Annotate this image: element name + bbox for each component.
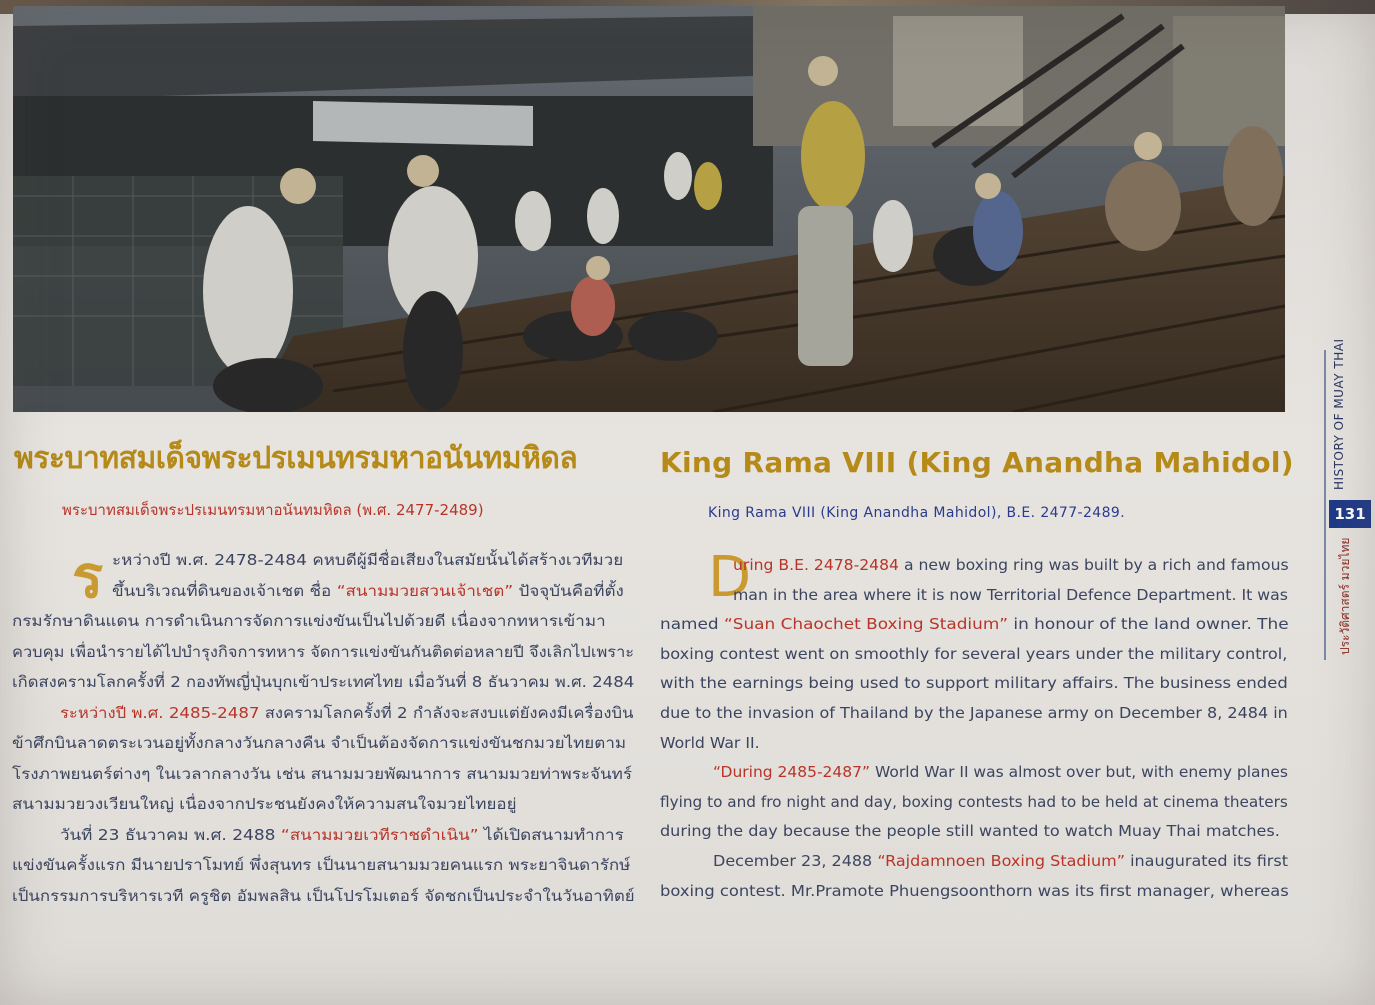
body-line [60, 701, 633, 725]
body-line [12, 640, 634, 664]
english-drop-cap: D [708, 545, 752, 610]
body-text-run: ข้าศึกบินลาดตระเวนอยู่ทั้งกลางวันกลางคืน จำเป็นต้องจัดการแข่งขันชกมวยไทยตาม [12, 734, 627, 752]
body-line [112, 548, 623, 572]
body-line [12, 731, 626, 755]
body-text-run: ควบคุม เพื่อนำรายได้ไปบำรุงกิจการทหาร จัดการแข่งขันกันติดต่อหลายปี จึงเลิกไปเพราะ [12, 642, 635, 661]
body-line [660, 704, 1288, 722]
thai-heading: พระบาทสมเด็จพระปรเมนทรมหาอนันทมหิดล [14, 441, 578, 476]
body-line [733, 586, 1288, 604]
body-line [660, 674, 1288, 692]
body-line [660, 615, 1289, 633]
running-title-text: HISTORY OF MUAY THAI [1332, 338, 1346, 490]
highlight-text: “สนามมวยเวทีราชดำเนิน” [280, 825, 479, 844]
body-line [12, 853, 630, 877]
body-text-run: วันที่ 23 ธันวาคม พ.ศ. 2488 [60, 825, 281, 844]
body-text-run: inaugurated its first [1124, 852, 1288, 870]
body-text-run: แข่งขันครั้งแรก มีนายปราโมทย์ พึ่งสุนทร เป็นนายสนามมวยคนแรก พระยาจินดารักษ์ [12, 856, 631, 874]
body-text-run: boxing contest. Mr.Pramote Phuengsoonthorn was its first manager, whereas [660, 881, 1289, 900]
body-text-run: with the earnings being used to support military affairs. The business ended [660, 674, 1288, 693]
body-text-run: during the day because the people still wanted to watch Muay Thai matches. [660, 822, 1280, 841]
body-line [12, 670, 634, 694]
body-text-run: boxing contest went on smoothly for several years under the military control, [660, 644, 1288, 663]
body-text-run: ะหว่างปี พ.ศ. 2478-2484 คหบดีผู้มีชื่อเสียงในสมัยนั้นได้สร้างเวทีมวย [112, 551, 624, 569]
thai-drop-cap: ร [72, 543, 104, 611]
stadium-photo [13, 6, 1285, 412]
body-line [112, 579, 624, 603]
body-text-run: กรมรักษาดินแดน การดำเนินการจัดการแข่งขันเป็นไปด้วยดี เนื่องจากทหารเข้ามา [12, 612, 606, 630]
body-line [660, 793, 1288, 811]
body-text-run: เกิดสงครามโลกครั้งที่ 2 กองทัพญี่ปุ่นบุกเข้าประเทศไทย เมื่อวันที่ 8 ธันวาคม พ.ศ. 2484 [12, 673, 635, 691]
body-line [660, 734, 760, 752]
body-text-run: World War II. [660, 733, 760, 752]
side-divider [1324, 350, 1326, 660]
body-line [713, 763, 1288, 781]
highlight-text: ระหว่างปี พ.ศ. 2485-2487 [60, 703, 260, 722]
body-line [660, 822, 1280, 840]
body-text-run: เป็นกรรมการบริหารเวที ครูชิต อัมพลสิน เป็นโปรโมเตอร์ จัดชกเป็นประจำในวันอาทิตย์ [12, 886, 635, 905]
highlight-text: “Suan Chaochet Boxing Stadium” [723, 615, 1009, 634]
highlight-text: uring B.E. 2478-2484 [733, 556, 899, 574]
highlight-text: “Rajdamnoen Boxing Stadium” [877, 852, 1125, 870]
english-heading: King Rama VIII (King Anandha Mahidol) [660, 446, 1294, 479]
body-line [660, 645, 1287, 663]
body-text-run: a new boxing ring was built by a rich and famous [898, 556, 1289, 574]
body-text-run: due to the invasion of Thailand by the Japanese army on December 8, 2484 in [660, 704, 1288, 722]
body-text-run: flying to and fro night and day, boxing contests had to be held at cinema theaters [660, 792, 1288, 811]
body-text-run: in honour of the land owner. The [1008, 615, 1289, 634]
highlight-text: “During 2485-2487” [713, 763, 871, 782]
body-text-run: ปัจจุบันคือที่ตั้ง [513, 581, 624, 600]
running-title-thai-text: ประวัติศาสตร์ มวยไทย [1338, 537, 1352, 655]
page-number: 131 [1329, 500, 1371, 528]
body-text-run: สงครามโลกครั้งที่ 2 กำลังจะสงบแต่ยังคงมีเครื่องบิน [259, 703, 634, 722]
highlight-text: “สนามมวยสวนเจ้าเชต” [336, 581, 514, 600]
body-line [733, 556, 1289, 574]
body-line [12, 762, 632, 786]
body-text-run: โรงภาพยนตร์ต่างๆ ในเวลากลางวัน เช่น สนามมวยพัฒนาการ สนามมวยท่าพระจันทร์ [12, 764, 632, 783]
body-text-run: World War II was almost over but, with enemy planes [870, 763, 1288, 782]
body-line [60, 823, 624, 847]
body-text-run: สนามมวยวงเวียนใหญ่ เนื่องจากประชนยังคงให้ความสนใจมวยไทยอยู่ [12, 795, 517, 813]
body-line [12, 792, 517, 816]
body-line [660, 882, 1289, 900]
thai-subheading: พระบาทสมเด็จพระปรเมนทรมหาอนันทมหิดล (พ.ศ. 2477-2489) [62, 501, 484, 519]
body-line [12, 609, 606, 633]
body-text-run: man in the area where it is now Territorial Defence Department. It was [733, 585, 1288, 604]
body-line [713, 852, 1288, 870]
body-text-run: ได้เปิดสนามทำการ [478, 825, 624, 844]
english-subheading: King Rama VIII (King Anandha Mahidol), B.E. 2477-2489. [708, 505, 1126, 521]
body-text-run: December 23, 2488 [713, 852, 878, 870]
body-line [12, 884, 635, 908]
body-text-run: ขึ้นบริเวณที่ดินของเจ้าเชต ชื่อ [112, 581, 337, 600]
body-text-run: named [660, 615, 724, 634]
stadium-crowd-photo-icon [13, 6, 1285, 412]
